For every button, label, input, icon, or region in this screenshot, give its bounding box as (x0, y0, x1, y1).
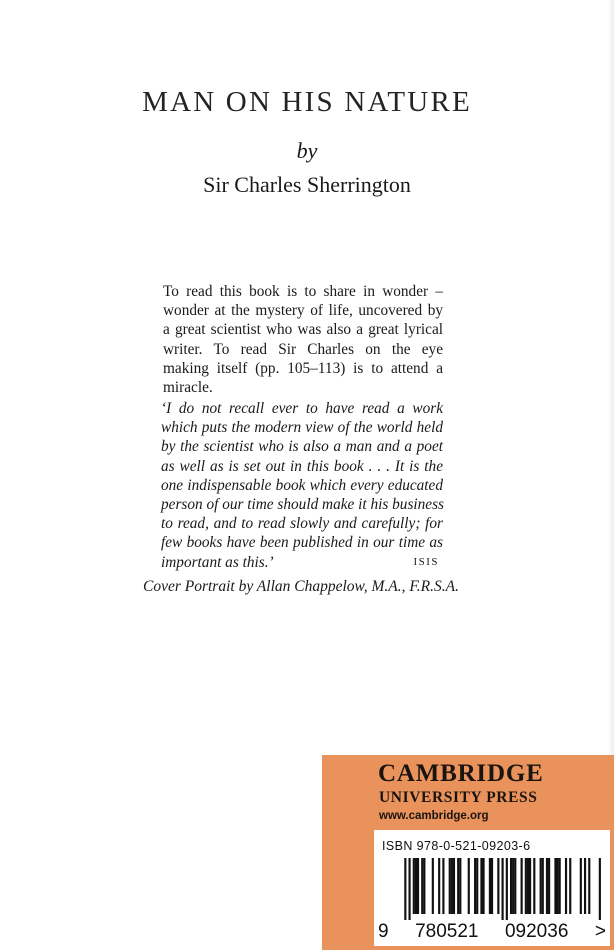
quote-line: person of our time should make it his business (161, 496, 444, 514)
barcode-bar (476, 858, 478, 914)
barcode-digit-group: 780521 (415, 921, 479, 942)
blurb-line: a great scientist who was also a great lyrical (163, 321, 443, 339)
publisher-name: CAMBRIDGE (378, 760, 544, 787)
author-name: Sir Charles Sherrington (203, 172, 411, 197)
barcode-digit-group: 9 (378, 921, 389, 942)
quote-line: as well as is set out in this book . . . It is the (161, 457, 443, 475)
barcode-bar (569, 858, 571, 914)
quote-line: to read, and to read slowly and carefully; for (161, 515, 443, 533)
barcode-bar (442, 858, 444, 914)
barcode-box (374, 830, 610, 946)
publisher-subtitle: UNIVERSITY PRESS (379, 789, 538, 806)
barcode-bar (527, 858, 529, 914)
barcode-bar (482, 858, 484, 914)
barcode-digit-group: 092036 (504, 921, 569, 942)
blurb-line: To read this book is to share in wonder – (163, 283, 443, 300)
barcode-bar (580, 858, 582, 914)
barcode-bar (540, 858, 542, 914)
blurb-line: writer. To read Sir Charles on the eye (163, 340, 443, 358)
barcode-bar (438, 858, 440, 914)
quote-line: few books have been published in our time as (161, 534, 443, 552)
barcode-bar (548, 858, 550, 914)
quote-line: by the scientist who is also a man and a poet (161, 438, 443, 456)
barcode-bar (457, 858, 459, 914)
barcode-bar (588, 858, 590, 914)
quote-line: ‘I do not recall ever to have read a work (161, 400, 443, 417)
publisher-panel (322, 755, 614, 950)
quote-line-final (161, 553, 443, 572)
barcode-bar (423, 858, 425, 914)
blurb-line: miracle. (163, 379, 213, 397)
barcode-bar (489, 858, 491, 914)
barcode-image (381, 858, 603, 920)
barcode-bar (432, 858, 434, 914)
blurb-line: wonder at the mystery of life, uncovered by (163, 302, 443, 320)
barcode-bar (451, 858, 453, 914)
barcode-bar (510, 858, 512, 914)
barcode-bar (480, 858, 482, 914)
barcode-bar (459, 858, 461, 914)
barcode-bar (417, 858, 419, 914)
barcode-bar (502, 858, 504, 920)
barcode-bar (415, 858, 417, 914)
barcode-bar (554, 858, 556, 914)
barcode-bar (521, 858, 523, 914)
book-title: MAN ON HIS NATURE (142, 86, 472, 118)
blurb-line: making itself (pp. 105–113) is to attend a (163, 359, 443, 377)
barcode-bar (413, 858, 415, 914)
barcode-bar (497, 858, 499, 914)
quote-line: one indispensable book which every educated (161, 476, 443, 494)
barcode-bar (533, 858, 535, 914)
isbn-label: ISBN 978-0-521-09203-6 (382, 839, 531, 853)
publisher-url: www.cambridge.org (379, 810, 489, 822)
by-line: by (296, 138, 318, 163)
barcode-bar (546, 858, 548, 914)
barcode-bar (491, 858, 493, 914)
barcode-digit-group: > (594, 921, 606, 942)
barcode-bar (584, 858, 586, 914)
barcode-bar (525, 858, 527, 914)
barcode-bar (506, 858, 508, 920)
barcode-bar (474, 858, 476, 914)
barcode-bar (542, 858, 544, 914)
barcode-bar (512, 858, 514, 914)
quote-line: important as this.’ (161, 553, 274, 571)
quote-line: which puts the modern view of the world held (161, 419, 443, 437)
barcode-bar (453, 858, 455, 914)
barcode-bar (599, 858, 601, 920)
quote-source: ISIS (413, 555, 439, 568)
barcode-bar (556, 858, 558, 914)
barcode-bar (565, 858, 567, 914)
blurb-paragraph (163, 282, 443, 397)
barcode-digits (378, 921, 606, 943)
barcode-bar (421, 858, 423, 914)
barcode-bar (514, 858, 516, 914)
barcode-bar (449, 858, 451, 914)
barcode-bar (559, 858, 561, 914)
cover-portrait-credit: Cover Portrait by Allan Chappelow, M.A., F.R.S.A. (142, 578, 459, 595)
review-quote (161, 399, 443, 572)
barcode-bar (408, 858, 410, 920)
barcode-bar (404, 858, 406, 920)
barcode-bar (468, 858, 470, 914)
barcode-bar (529, 858, 531, 914)
